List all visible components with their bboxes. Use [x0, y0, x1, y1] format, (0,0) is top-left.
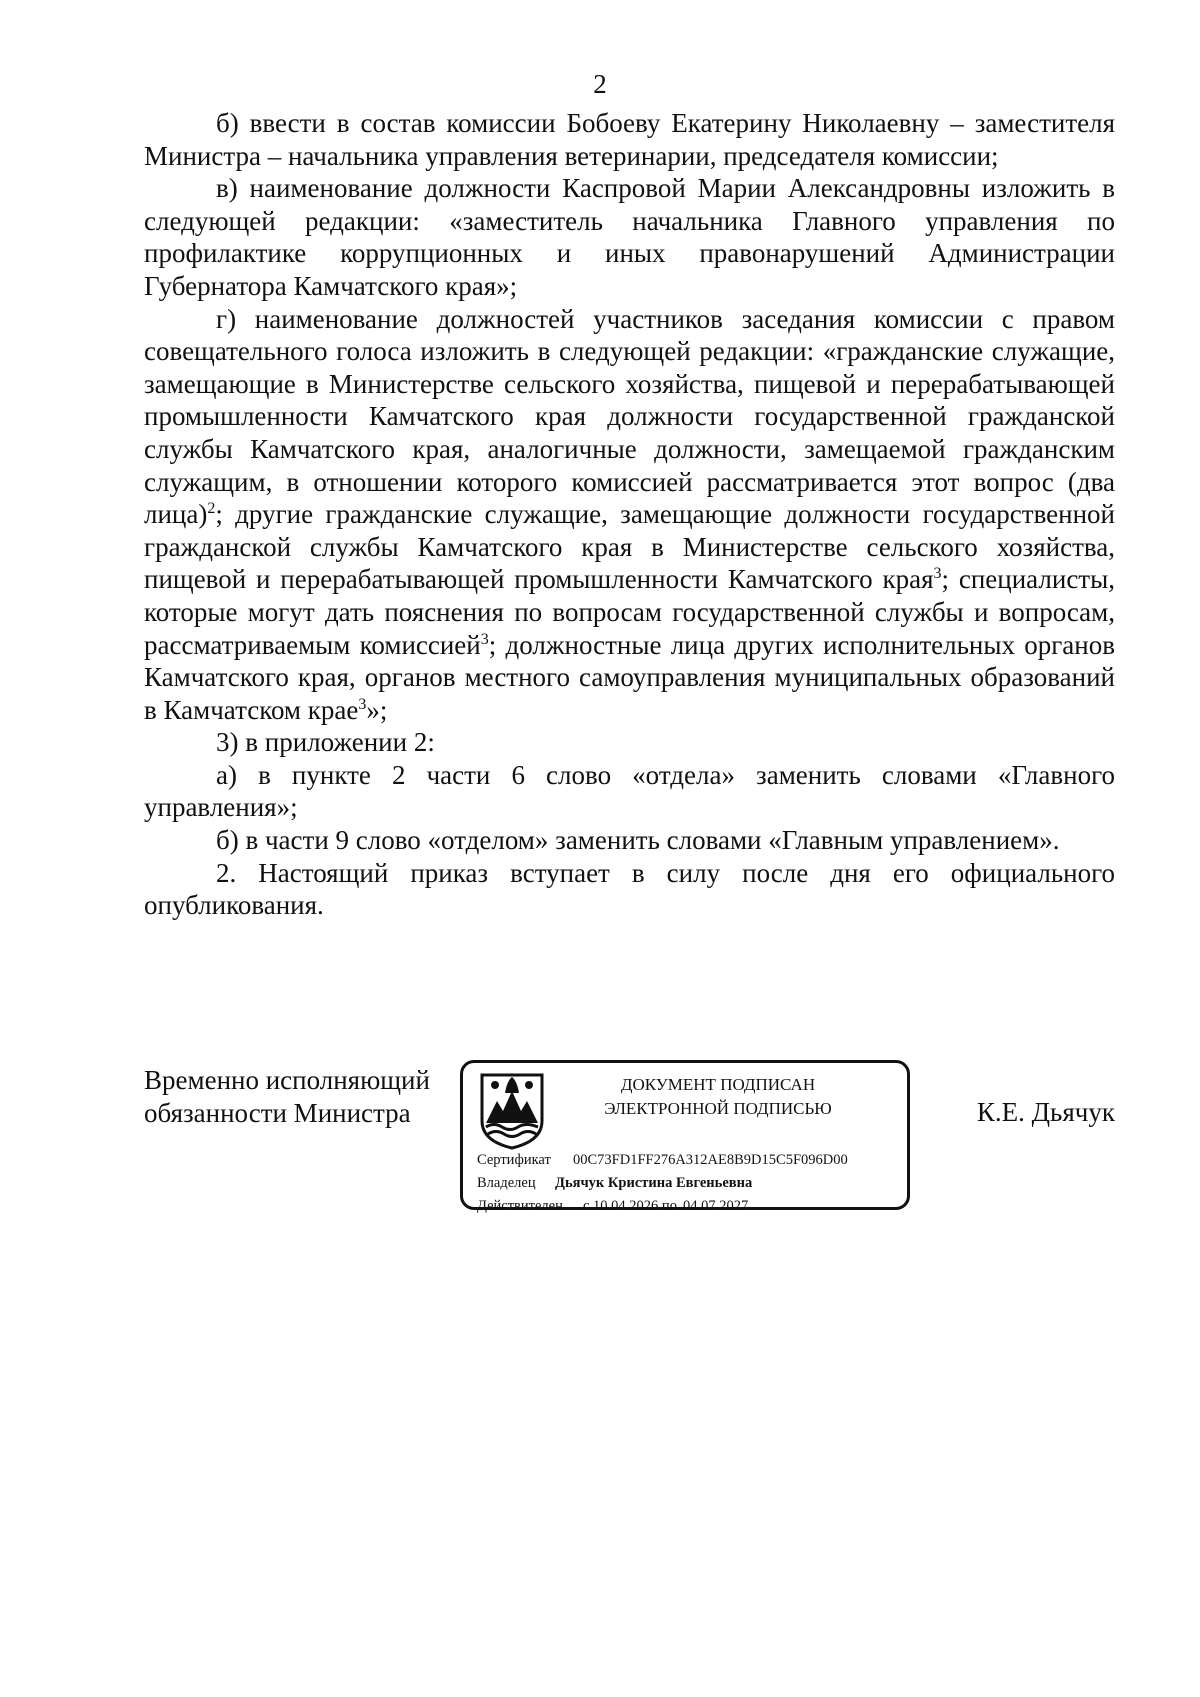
- paragraph-g-participants: [144, 303, 1115, 727]
- paragraph-b-add-member: б) ввести в состав комиссии Бобоеву Екатерину Николаевну – заместителя Министра – начальника управления ветеринарии, председателя комиссии;: [144, 108, 1115, 171]
- paragraph-g-text-a: г) наименование должностей участников заседания комиссии с правом совещательного голоса изложить в следующей редакции: «гражданские служащие, замещающие в Министерстве сельского хозяйства, пищевой и перерабатывающей промышленности Камчатского края должности государственной гражданской службы Камчатского края, аналогичные должности, замещаемой гражданским служащим, в отношении которого комиссией рассматривается этот вопрос (два лица): [144, 303, 1115, 530]
- stamp-title-line2: ЭЛЕКТРОННОЙ ПОДПИСЬЮ: [604, 1099, 832, 1118]
- footnote-ref-3b: 3: [480, 630, 489, 648]
- paragraph-v-position-name: в) наименование должности Каспровой Марии Александровны изложить в следующей редакции: «заместитель начальника Главного управления по профилактике коррупционных и иных правонарушений Администрации Губернатора Камчатского края»;: [144, 173, 1115, 301]
- stamp-certificate-row: [477, 1151, 848, 1169]
- owner-label: Владелец: [477, 1175, 536, 1191]
- validity-from: с 10.04.2026 по: [583, 1198, 677, 1214]
- certificate-label: Сертификат: [477, 1152, 551, 1168]
- electronic-signature-stamp: [460, 1060, 910, 1214]
- paragraph-b-part9: б) в части 9 слово «отделом» заменить словами «Главным управлением».: [216, 825, 1060, 856]
- paragraph-g-text-c: ; специалисты, которые могут дать пояснения по вопросам государственной службы и вопросам, рассматриваемым комиссией: [144, 564, 1115, 660]
- footnote-ref-2: 2: [207, 500, 216, 518]
- paragraph-g-text-d: ; должностные лица других исполнительных органов Камчатского края, органов местного самоуправления муниципальных образований в Камчатском крае: [144, 629, 1115, 725]
- footnote-ref-3c: 3: [358, 695, 367, 713]
- validity-to: 04.07.2027: [682, 1198, 749, 1214]
- document-body: [144, 107, 1115, 922]
- stamp-owner-row: [477, 1174, 752, 1192]
- stamp-title-line1: ДОКУМЕНТ ПОДПИСАН: [620, 1075, 816, 1094]
- signer-position-line2: обязанности Министра: [144, 1097, 411, 1128]
- paragraph-a-part6: а) в пункте 2 части 6 слово «отдела» заменить словами «Главного управления»;: [144, 759, 1115, 823]
- validity-label: Действителен: [477, 1198, 563, 1214]
- page-number: 2: [593, 69, 607, 99]
- owner-value: Дьячук Кристина Евгеньевна: [555, 1175, 753, 1191]
- stamp-validity-row: [477, 1197, 748, 1215]
- paragraph-2-effective: 2. Настоящий приказ вступает в силу после дня его официального опубликования.: [144, 857, 1115, 921]
- paragraph-3-appendix: 3) в приложении 2:: [216, 727, 435, 758]
- paragraph-g-text-b: ; другие гражданские служащие, замещающие должности государственной гражданской службы Камчатского края в Министерстве сельского хозяйства, пищевой и перерабатывающей промышленности Камчатского края: [144, 499, 1115, 595]
- certificate-value: 00C73FD1FF276A312AE8B9D15C5F096D00: [573, 1152, 848, 1168]
- signer-position-line1: Временно исполняющий: [144, 1065, 430, 1095]
- footnote-ref-3a: 3: [933, 565, 942, 583]
- paragraph-g-text-e: »;: [366, 694, 388, 725]
- signer-name: К.Е. Дьячук: [976, 1097, 1115, 1127]
